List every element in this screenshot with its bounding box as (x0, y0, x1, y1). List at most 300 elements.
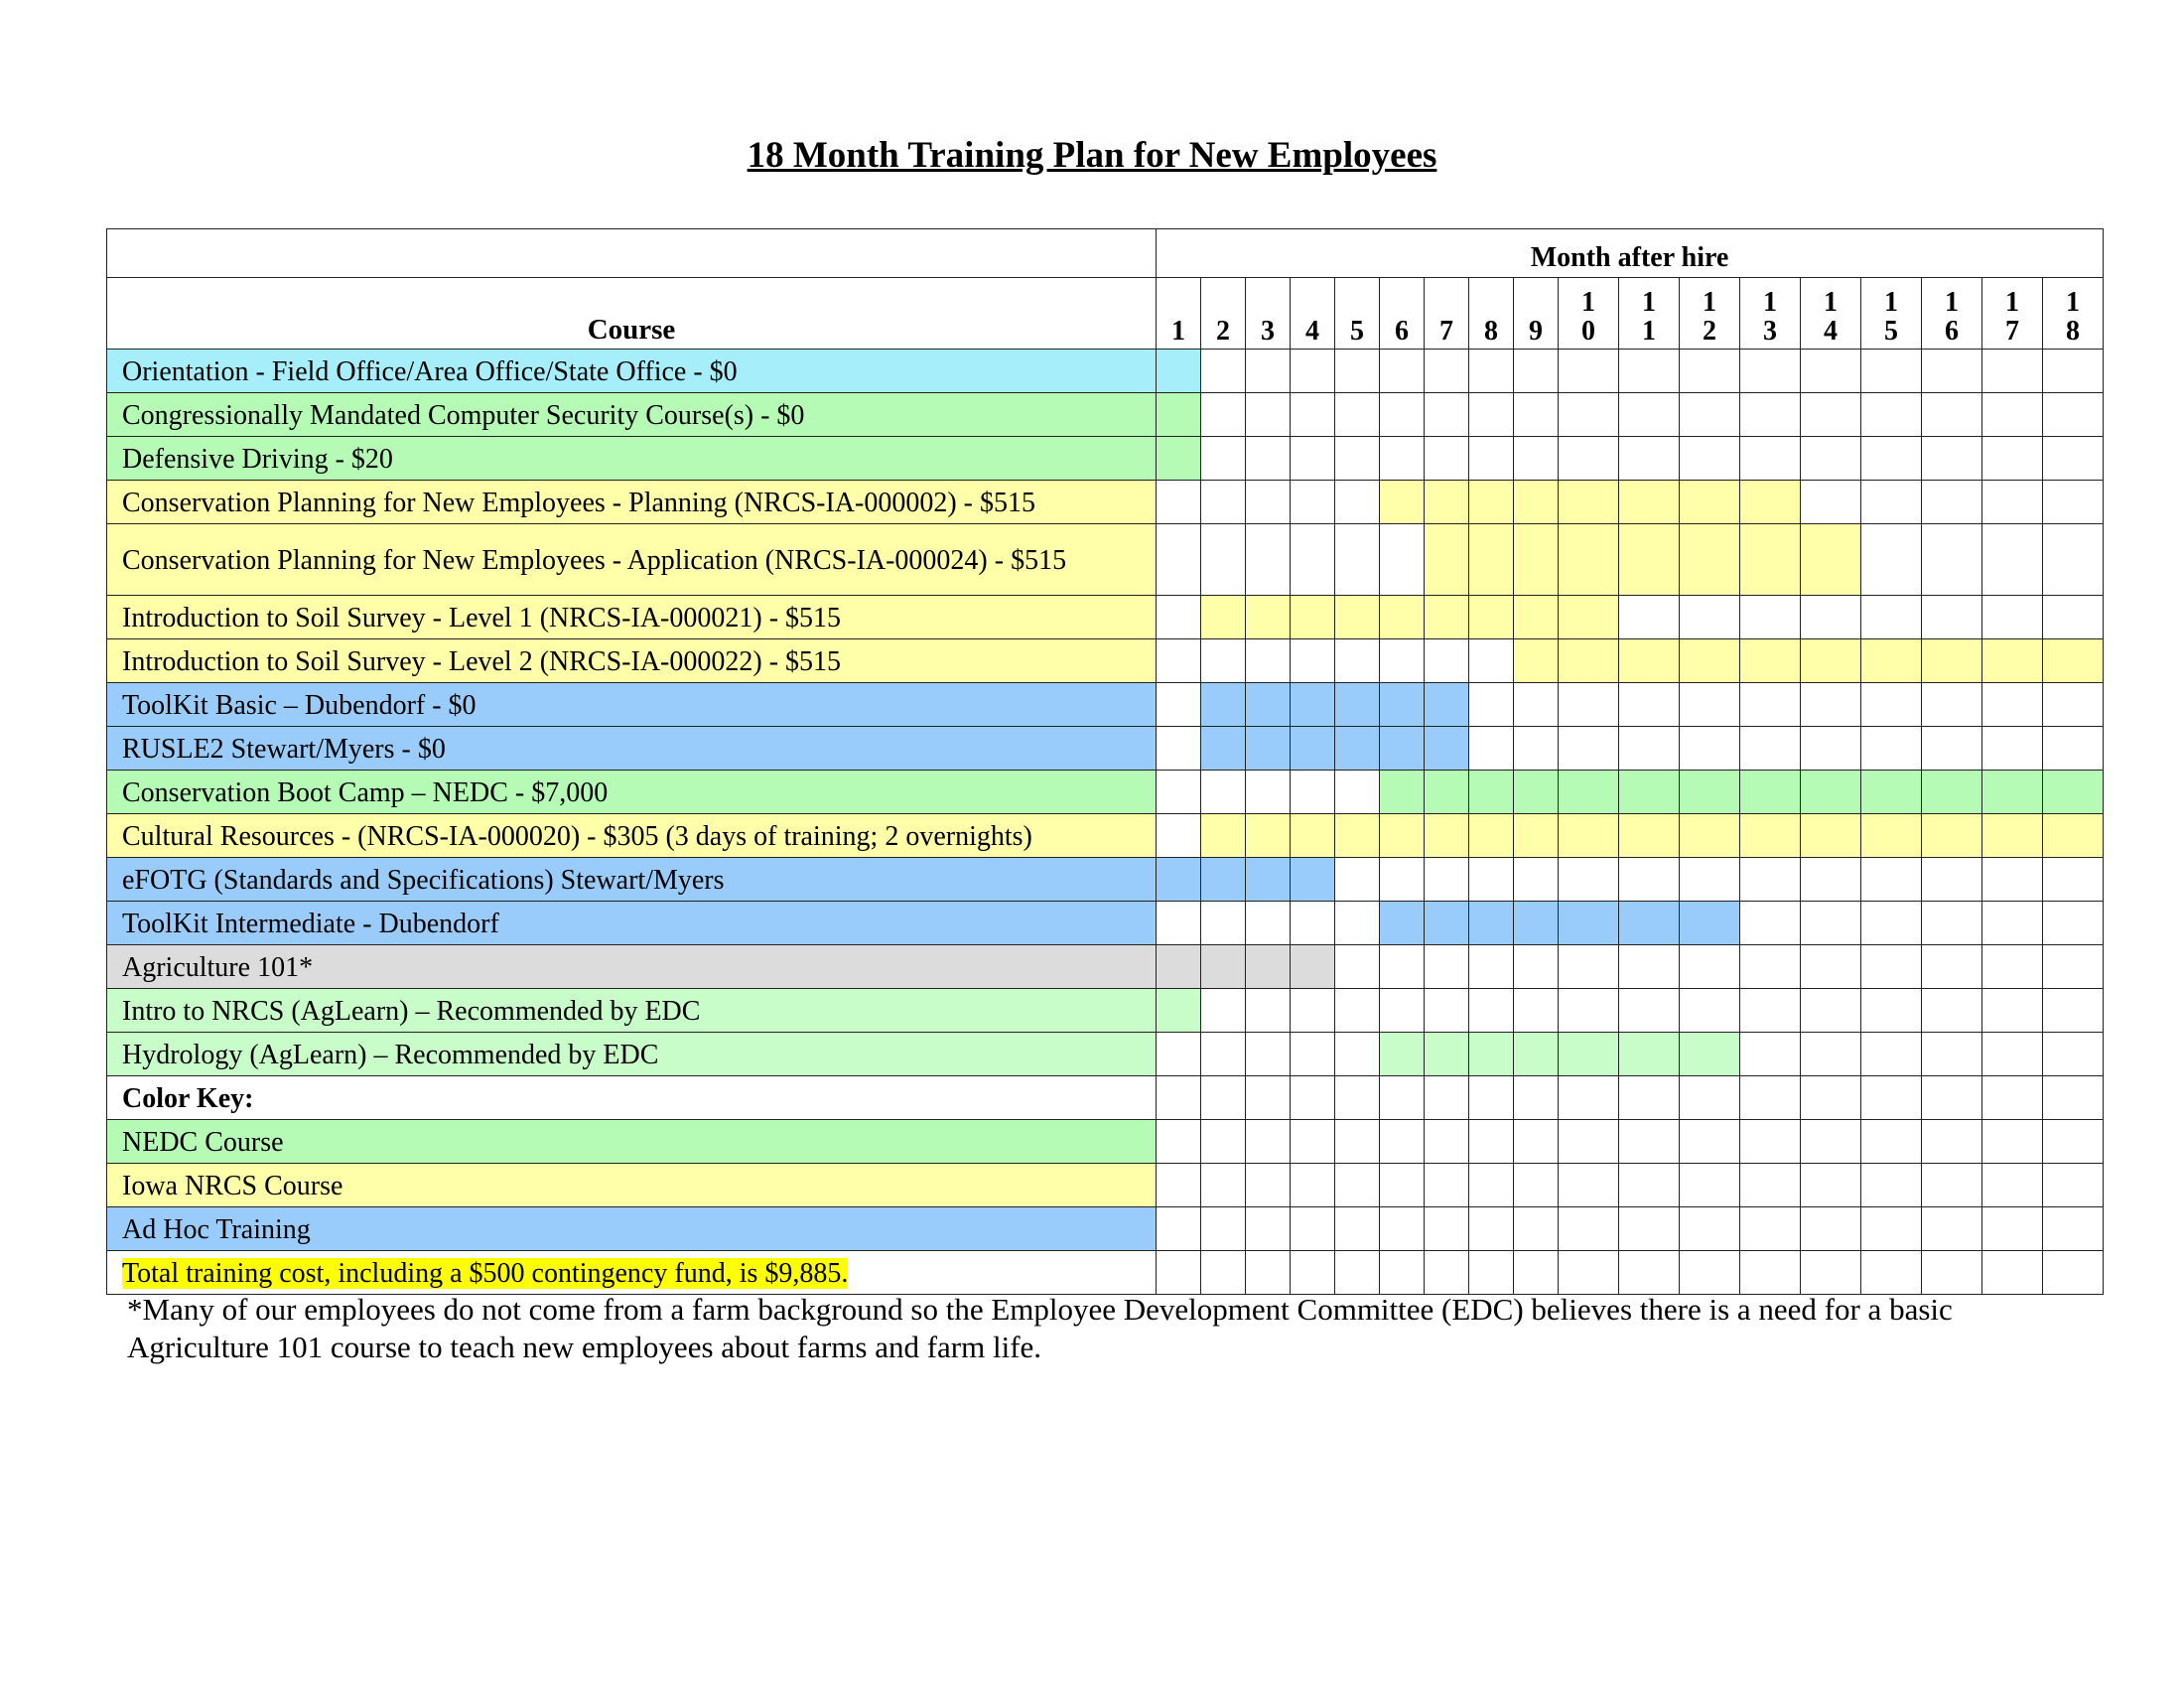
month-cell-3 (1246, 683, 1291, 727)
month-cell-9 (1514, 683, 1559, 727)
month-cell-5 (1335, 902, 1380, 945)
month-cell-5 (1335, 1251, 1380, 1295)
month-cell-5 (1335, 945, 1380, 989)
month-header-13: 1 3 (1740, 278, 1801, 350)
month-cell-5 (1335, 596, 1380, 639)
month-cell-11 (1619, 1120, 1680, 1164)
month-cell-8 (1469, 902, 1514, 945)
month-cell-10 (1559, 1207, 1619, 1251)
month-cell-17 (1982, 1076, 2043, 1120)
month-header-6: 6 (1380, 278, 1425, 350)
month-cell-17 (1982, 989, 2043, 1033)
month-cell-7 (1425, 945, 1469, 989)
month-cell-1 (1157, 1120, 1201, 1164)
month-cell-12 (1680, 350, 1740, 393)
month-cell-14 (1801, 1076, 1861, 1120)
month-cell-7 (1425, 524, 1469, 596)
month-cell-8 (1469, 989, 1514, 1033)
month-cell-15 (1861, 524, 1922, 596)
month-cell-16 (1922, 1207, 1982, 1251)
header-row-months (107, 278, 2104, 350)
month-cell-7 (1425, 814, 1469, 858)
month-cell-17 (1982, 1033, 2043, 1076)
course-row (107, 945, 2104, 989)
month-cell-14 (1801, 393, 1861, 437)
month-cell-12 (1680, 393, 1740, 437)
month-cell-17 (1982, 1120, 2043, 1164)
month-cell-3 (1246, 858, 1291, 902)
month-cell-3 (1246, 727, 1291, 771)
month-cell-16 (1922, 727, 1982, 771)
month-cell-13 (1740, 683, 1801, 727)
month-cell-16 (1922, 393, 1982, 437)
month-cell-13 (1740, 350, 1801, 393)
total-cost-text: Total training cost, including a $500 contingency fund, is $9,885. (122, 1257, 849, 1289)
month-cell-11 (1619, 350, 1680, 393)
month-cell-9 (1514, 350, 1559, 393)
month-cell-5 (1335, 727, 1380, 771)
month-cell-11 (1619, 1251, 1680, 1295)
course-name-cell (107, 683, 1157, 727)
course-name: Agriculture 101* (122, 951, 314, 983)
month-cell-2 (1201, 683, 1246, 727)
course-name-cell (107, 902, 1157, 945)
course-row (107, 814, 2104, 858)
month-cell-10 (1559, 1076, 1619, 1120)
month-cell-17 (1982, 1207, 2043, 1251)
month-cell-12 (1680, 1164, 1740, 1207)
month-cell-12 (1680, 1207, 1740, 1251)
month-cell-10 (1559, 1120, 1619, 1164)
month-cell-2 (1201, 1207, 1246, 1251)
month-header-14: 1 4 (1801, 278, 1861, 350)
month-cell-14 (1801, 945, 1861, 989)
month-header-7: 7 (1425, 278, 1469, 350)
month-cell-10 (1559, 989, 1619, 1033)
month-cell-3 (1246, 596, 1291, 639)
month-cell-10 (1559, 1164, 1619, 1207)
month-cell-15 (1861, 639, 1922, 683)
month-cell-11 (1619, 989, 1680, 1033)
month-cell-10 (1559, 437, 1619, 481)
course-row (107, 1120, 2104, 1164)
month-cell-12 (1680, 596, 1740, 639)
course-name-cell (107, 596, 1157, 639)
month-header-8: 8 (1469, 278, 1514, 350)
month-cell-18 (2043, 524, 2104, 596)
month-cell-1 (1157, 350, 1201, 393)
month-cell-16 (1922, 814, 1982, 858)
month-cell-15 (1861, 1076, 1922, 1120)
month-cell-5 (1335, 524, 1380, 596)
course-row (107, 1207, 2104, 1251)
month-cell-14 (1801, 350, 1861, 393)
month-cell-8 (1469, 350, 1514, 393)
course-name: Intro to NRCS (AgLearn) – Recommended by EDC (122, 995, 701, 1027)
month-cell-6 (1380, 683, 1425, 727)
month-cell-9 (1514, 989, 1559, 1033)
month-cell-16 (1922, 945, 1982, 989)
month-cell-11 (1619, 1033, 1680, 1076)
month-cell-16 (1922, 437, 1982, 481)
month-cell-6 (1380, 481, 1425, 524)
month-cell-18 (2043, 727, 2104, 771)
month-cell-10 (1559, 902, 1619, 945)
month-cell-10 (1559, 771, 1619, 814)
month-cell-14 (1801, 1033, 1861, 1076)
month-cell-2 (1201, 989, 1246, 1033)
month-cell-7 (1425, 1251, 1469, 1295)
month-cell-3 (1246, 1120, 1291, 1164)
month-cell-8 (1469, 1076, 1514, 1120)
month-after-hire-header: Month after hire (1157, 229, 2104, 278)
month-cell-1 (1157, 1076, 1201, 1120)
course-row (107, 437, 2104, 481)
month-cell-16 (1922, 639, 1982, 683)
month-cell-6 (1380, 902, 1425, 945)
month-cell-17 (1982, 524, 2043, 596)
month-cell-9 (1514, 1207, 1559, 1251)
month-cell-14 (1801, 1164, 1861, 1207)
course-name: Introduction to Soil Survey - Level 2 (NRCS-IA-000022) - $515 (122, 645, 842, 677)
month-cell-17 (1982, 771, 2043, 814)
month-cell-14 (1801, 683, 1861, 727)
month-cell-11 (1619, 393, 1680, 437)
month-cell-16 (1922, 524, 1982, 596)
month-cell-8 (1469, 1033, 1514, 1076)
month-cell-18 (2043, 1251, 2104, 1295)
month-cell-15 (1861, 858, 1922, 902)
course-name-cell (107, 393, 1157, 437)
month-cell-14 (1801, 814, 1861, 858)
month-cell-14 (1801, 727, 1861, 771)
month-cell-10 (1559, 1033, 1619, 1076)
month-cell-16 (1922, 1251, 1982, 1295)
month-cell-16 (1922, 350, 1982, 393)
course-name-cell (107, 524, 1157, 596)
month-cell-17 (1982, 1164, 2043, 1207)
course-row (107, 1076, 2104, 1120)
month-cell-13 (1740, 1120, 1801, 1164)
course-name: Conservation Planning for New Employees - Planning (NRCS-IA-000002) - $515 (122, 487, 1035, 518)
month-header-10: 1 0 (1559, 278, 1619, 350)
month-cell-18 (2043, 771, 2104, 814)
month-cell-9 (1514, 437, 1559, 481)
month-cell-1 (1157, 814, 1201, 858)
course-row (107, 989, 2104, 1033)
month-cell-16 (1922, 1164, 1982, 1207)
course-row (107, 596, 2104, 639)
course-name: Introduction to Soil Survey - Level 1 (NRCS-IA-000021) - $515 (122, 602, 842, 633)
month-cell-5 (1335, 639, 1380, 683)
month-cell-10 (1559, 639, 1619, 683)
month-cell-11 (1619, 858, 1680, 902)
course-name: ToolKit Intermediate - Dubendorf (122, 908, 499, 939)
month-cell-14 (1801, 989, 1861, 1033)
month-cell-9 (1514, 902, 1559, 945)
month-cell-16 (1922, 771, 1982, 814)
month-cell-12 (1680, 858, 1740, 902)
course-name: Defensive Driving - $20 (122, 443, 393, 475)
course-name-cell (107, 989, 1157, 1033)
month-cell-15 (1861, 1033, 1922, 1076)
month-header-17: 1 7 (1982, 278, 2043, 350)
month-cell-8 (1469, 596, 1514, 639)
month-cell-15 (1861, 771, 1922, 814)
course-row (107, 771, 2104, 814)
course-row (107, 1251, 2104, 1295)
month-cell-10 (1559, 1251, 1619, 1295)
course-row (107, 858, 2104, 902)
month-cell-15 (1861, 1251, 1922, 1295)
course-name: ToolKit Basic – Dubendorf - $0 (122, 689, 477, 721)
month-cell-1 (1157, 683, 1201, 727)
month-cell-11 (1619, 727, 1680, 771)
month-cell-8 (1469, 1120, 1514, 1164)
course-name: eFOTG (Standards and Specifications) Stewart/Myers (122, 864, 725, 896)
month-cell-12 (1680, 1120, 1740, 1164)
month-cell-9 (1514, 1164, 1559, 1207)
month-cell-7 (1425, 727, 1469, 771)
month-cell-3 (1246, 1164, 1291, 1207)
month-cell-14 (1801, 437, 1861, 481)
month-cell-2 (1201, 393, 1246, 437)
month-cell-7 (1425, 596, 1469, 639)
course-row (107, 393, 2104, 437)
month-cell-14 (1801, 858, 1861, 902)
month-cell-13 (1740, 596, 1801, 639)
month-cell-18 (2043, 1120, 2104, 1164)
month-cell-5 (1335, 989, 1380, 1033)
month-cell-16 (1922, 989, 1982, 1033)
month-cell-2 (1201, 902, 1246, 945)
month-cell-2 (1201, 945, 1246, 989)
month-cell-14 (1801, 1251, 1861, 1295)
month-cell-17 (1982, 814, 2043, 858)
course-row (107, 727, 2104, 771)
month-cell-13 (1740, 437, 1801, 481)
month-cell-3 (1246, 902, 1291, 945)
course-column-header: Course (107, 278, 1157, 350)
month-cell-1 (1157, 639, 1201, 683)
month-cell-9 (1514, 393, 1559, 437)
month-cell-4 (1291, 727, 1335, 771)
month-cell-6 (1380, 639, 1425, 683)
month-cell-18 (2043, 1164, 2104, 1207)
month-cell-6 (1380, 1207, 1425, 1251)
month-cell-17 (1982, 945, 2043, 989)
month-cell-2 (1201, 639, 1246, 683)
month-cell-18 (2043, 1207, 2104, 1251)
course-name: Cultural Resources - (NRCS-IA-000020) - $305 (3 days of training; 2 overnights) (122, 820, 1032, 852)
month-cell-14 (1801, 596, 1861, 639)
month-cell-13 (1740, 727, 1801, 771)
course-name: Color Key: (122, 1082, 254, 1114)
month-cell-17 (1982, 639, 2043, 683)
course-name: NEDC Course (122, 1126, 284, 1158)
month-cell-5 (1335, 1164, 1380, 1207)
month-cell-15 (1861, 1164, 1922, 1207)
course-name-cell (107, 481, 1157, 524)
month-cell-1 (1157, 481, 1201, 524)
month-cell-1 (1157, 1251, 1201, 1295)
month-cell-6 (1380, 1033, 1425, 1076)
month-cell-12 (1680, 902, 1740, 945)
month-cell-11 (1619, 1076, 1680, 1120)
month-cell-7 (1425, 1164, 1469, 1207)
month-cell-2 (1201, 350, 1246, 393)
month-cell-18 (2043, 350, 2104, 393)
page-title: 18 Month Training Plan for New Employees (747, 135, 1437, 176)
month-cell-1 (1157, 437, 1201, 481)
month-cell-13 (1740, 1033, 1801, 1076)
month-cell-16 (1922, 481, 1982, 524)
month-cell-15 (1861, 989, 1922, 1033)
course-name-cell (107, 945, 1157, 989)
month-cell-4 (1291, 1033, 1335, 1076)
month-cell-1 (1157, 858, 1201, 902)
month-cell-9 (1514, 1076, 1559, 1120)
month-cell-17 (1982, 596, 2043, 639)
course-name: Conservation Planning for New Employees - Application (NRCS-IA-000024) - $515 (122, 544, 1067, 576)
month-header-2: 2 (1201, 278, 1246, 350)
course-name: Orientation - Field Office/Area Office/State Office - $0 (122, 355, 738, 387)
month-cell-15 (1861, 902, 1922, 945)
month-cell-5 (1335, 1120, 1380, 1164)
month-cell-14 (1801, 902, 1861, 945)
month-cell-1 (1157, 1033, 1201, 1076)
month-cell-15 (1861, 683, 1922, 727)
month-cell-11 (1619, 945, 1680, 989)
month-cell-15 (1861, 1120, 1922, 1164)
month-cell-13 (1740, 945, 1801, 989)
month-cell-12 (1680, 945, 1740, 989)
month-cell-6 (1380, 596, 1425, 639)
month-cell-14 (1801, 524, 1861, 596)
month-header-9: 9 (1514, 278, 1559, 350)
month-cell-2 (1201, 1164, 1246, 1207)
month-cell-5 (1335, 1033, 1380, 1076)
month-cell-14 (1801, 481, 1861, 524)
month-cell-4 (1291, 437, 1335, 481)
month-cell-9 (1514, 727, 1559, 771)
month-cell-7 (1425, 902, 1469, 945)
month-cell-12 (1680, 989, 1740, 1033)
month-cell-12 (1680, 1076, 1740, 1120)
month-cell-13 (1740, 989, 1801, 1033)
month-cell-12 (1680, 639, 1740, 683)
month-cell-13 (1740, 1076, 1801, 1120)
month-cell-18 (2043, 393, 2104, 437)
month-cell-8 (1469, 727, 1514, 771)
month-cell-6 (1380, 945, 1425, 989)
month-cell-12 (1680, 524, 1740, 596)
month-cell-7 (1425, 350, 1469, 393)
month-cell-8 (1469, 858, 1514, 902)
month-cell-6 (1380, 437, 1425, 481)
month-cell-10 (1559, 350, 1619, 393)
month-cell-9 (1514, 814, 1559, 858)
month-cell-18 (2043, 683, 2104, 727)
month-cell-4 (1291, 1120, 1335, 1164)
month-cell-1 (1157, 989, 1201, 1033)
month-cell-15 (1861, 393, 1922, 437)
month-cell-12 (1680, 437, 1740, 481)
month-cell-6 (1380, 858, 1425, 902)
month-header-4: 4 (1291, 278, 1335, 350)
month-cell-9 (1514, 524, 1559, 596)
month-cell-5 (1335, 350, 1380, 393)
month-cell-7 (1425, 1207, 1469, 1251)
month-cell-10 (1559, 683, 1619, 727)
month-cell-3 (1246, 437, 1291, 481)
month-cell-7 (1425, 393, 1469, 437)
month-cell-15 (1861, 437, 1922, 481)
month-cell-8 (1469, 437, 1514, 481)
month-cell-5 (1335, 437, 1380, 481)
month-cell-8 (1469, 639, 1514, 683)
course-name-cell (107, 639, 1157, 683)
month-cell-17 (1982, 858, 2043, 902)
month-cell-18 (2043, 639, 2104, 683)
month-cell-4 (1291, 771, 1335, 814)
month-cell-3 (1246, 639, 1291, 683)
month-cell-15 (1861, 596, 1922, 639)
month-cell-2 (1201, 524, 1246, 596)
month-cell-13 (1740, 1164, 1801, 1207)
month-cell-3 (1246, 1076, 1291, 1120)
month-cell-17 (1982, 1251, 2043, 1295)
month-cell-18 (2043, 814, 2104, 858)
month-cell-6 (1380, 1120, 1425, 1164)
month-cell-17 (1982, 393, 2043, 437)
month-cell-3 (1246, 771, 1291, 814)
month-cell-14 (1801, 1120, 1861, 1164)
course-name: Hydrology (AgLearn) – Recommended by EDC (122, 1039, 659, 1070)
month-cell-11 (1619, 596, 1680, 639)
month-cell-4 (1291, 945, 1335, 989)
month-cell-4 (1291, 1207, 1335, 1251)
month-cell-3 (1246, 524, 1291, 596)
month-header-15: 1 5 (1861, 278, 1922, 350)
month-cell-4 (1291, 1164, 1335, 1207)
month-cell-4 (1291, 639, 1335, 683)
month-cell-4 (1291, 902, 1335, 945)
month-cell-13 (1740, 814, 1801, 858)
course-name-cell (107, 350, 1157, 393)
month-cell-10 (1559, 524, 1619, 596)
month-cell-12 (1680, 771, 1740, 814)
course-name-cell (107, 727, 1157, 771)
month-cell-6 (1380, 1251, 1425, 1295)
course-name: Congressionally Mandated Computer Security Course(s) - $0 (122, 399, 805, 431)
month-cell-8 (1469, 524, 1514, 596)
month-cell-10 (1559, 858, 1619, 902)
course-name-cell (107, 1033, 1157, 1076)
month-cell-9 (1514, 1120, 1559, 1164)
month-cell-3 (1246, 814, 1291, 858)
month-cell-14 (1801, 771, 1861, 814)
month-cell-4 (1291, 683, 1335, 727)
course-name-cell (107, 814, 1157, 858)
month-header-12: 1 2 (1680, 278, 1740, 350)
month-cell-14 (1801, 639, 1861, 683)
month-cell-8 (1469, 1164, 1514, 1207)
month-cell-2 (1201, 596, 1246, 639)
course-name-cell (107, 1207, 1157, 1251)
month-cell-4 (1291, 858, 1335, 902)
month-cell-2 (1201, 1251, 1246, 1295)
